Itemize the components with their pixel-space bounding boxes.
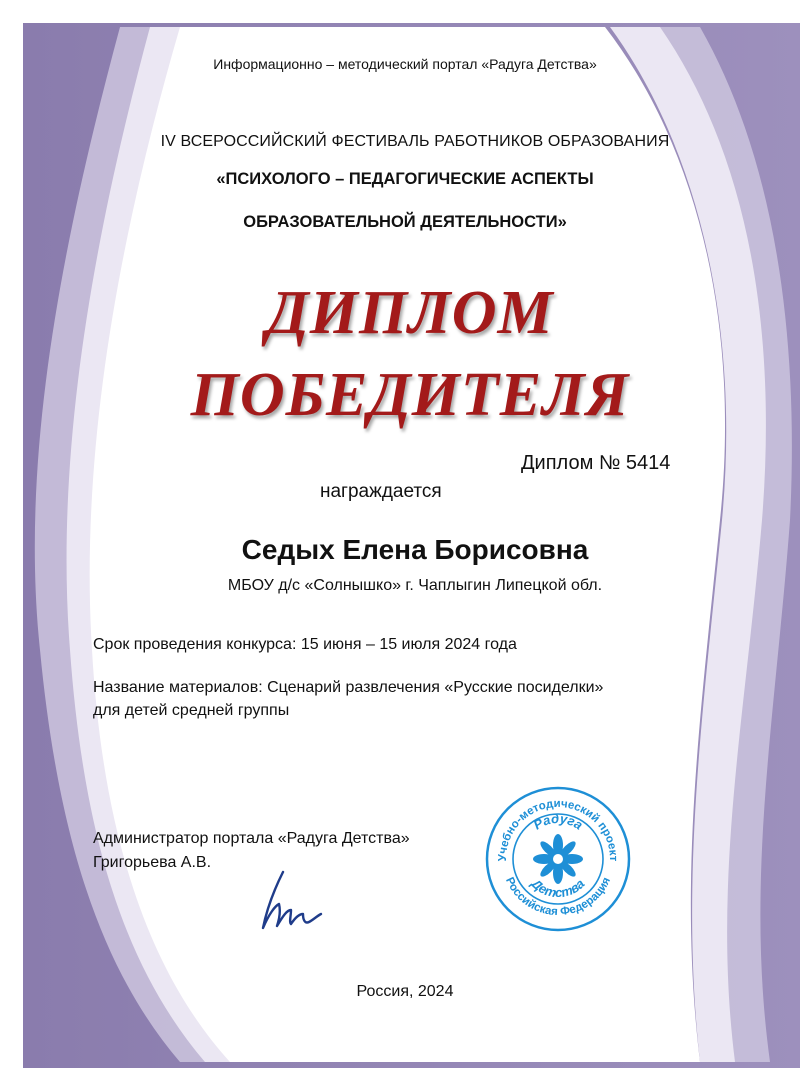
diploma-title-line2: ПОБЕДИТЕЛЯ — [190, 361, 630, 429]
festival-theme-line2: ОБРАЗОВАТЕЛЬНОЙ ДЕЯТЕЛЬНОСТИ» — [243, 213, 567, 231]
signature-icon — [255, 868, 325, 938]
awarded-label: награждается — [320, 481, 442, 502]
diploma-number: Диплом № 5414 — [521, 452, 671, 474]
admin-name: Григорьева А.В. — [93, 854, 212, 871]
stamp-bottom-word: Детства — [528, 875, 588, 901]
festival-title: IV ВСЕРОССИЙСКИЙ ФЕСТИВАЛЬ РАБОТНИКОВ ОБРАЗОВАНИЯ — [160, 133, 670, 150]
materials-line1: Название материалов: Сценарий развлечения «Русские посиделки» — [93, 679, 604, 696]
stamp-top-word: Радуга — [530, 810, 586, 833]
diploma-title-line1: ДИПЛОМ — [266, 279, 554, 347]
portal-line: Информационно – методический портал «Радуга Детства» — [213, 56, 597, 72]
recipient-organization: МБОУ д/с «Солнышко» г. Чаплыгин Липецкой обл. — [227, 577, 603, 594]
footer-country-year: Россия, 2024 — [356, 983, 454, 1000]
stamp-outer-text: Учебно-методический проект — [496, 797, 620, 862]
stamp-flower-icon — [533, 834, 583, 884]
stamp-icon — [484, 785, 632, 933]
stamp-bottom-text: Российская Федерация — [502, 875, 613, 919]
recipient-name: Седых Елена Борисовна — [241, 534, 589, 565]
festival-theme-line1: «ПСИХОЛОГО – ПЕДАГОГИЧЕСКИЕ АСПЕКТЫ — [216, 170, 594, 188]
admin-title: Администратор портала «Радуга Детства» — [93, 830, 410, 847]
contest-term: Срок проведения конкурса: 15 июня – 15 июля 2024 года — [93, 636, 517, 653]
svg-text:Радуга — [531, 811, 586, 833]
materials-line2: для детей средней группы — [93, 702, 290, 719]
